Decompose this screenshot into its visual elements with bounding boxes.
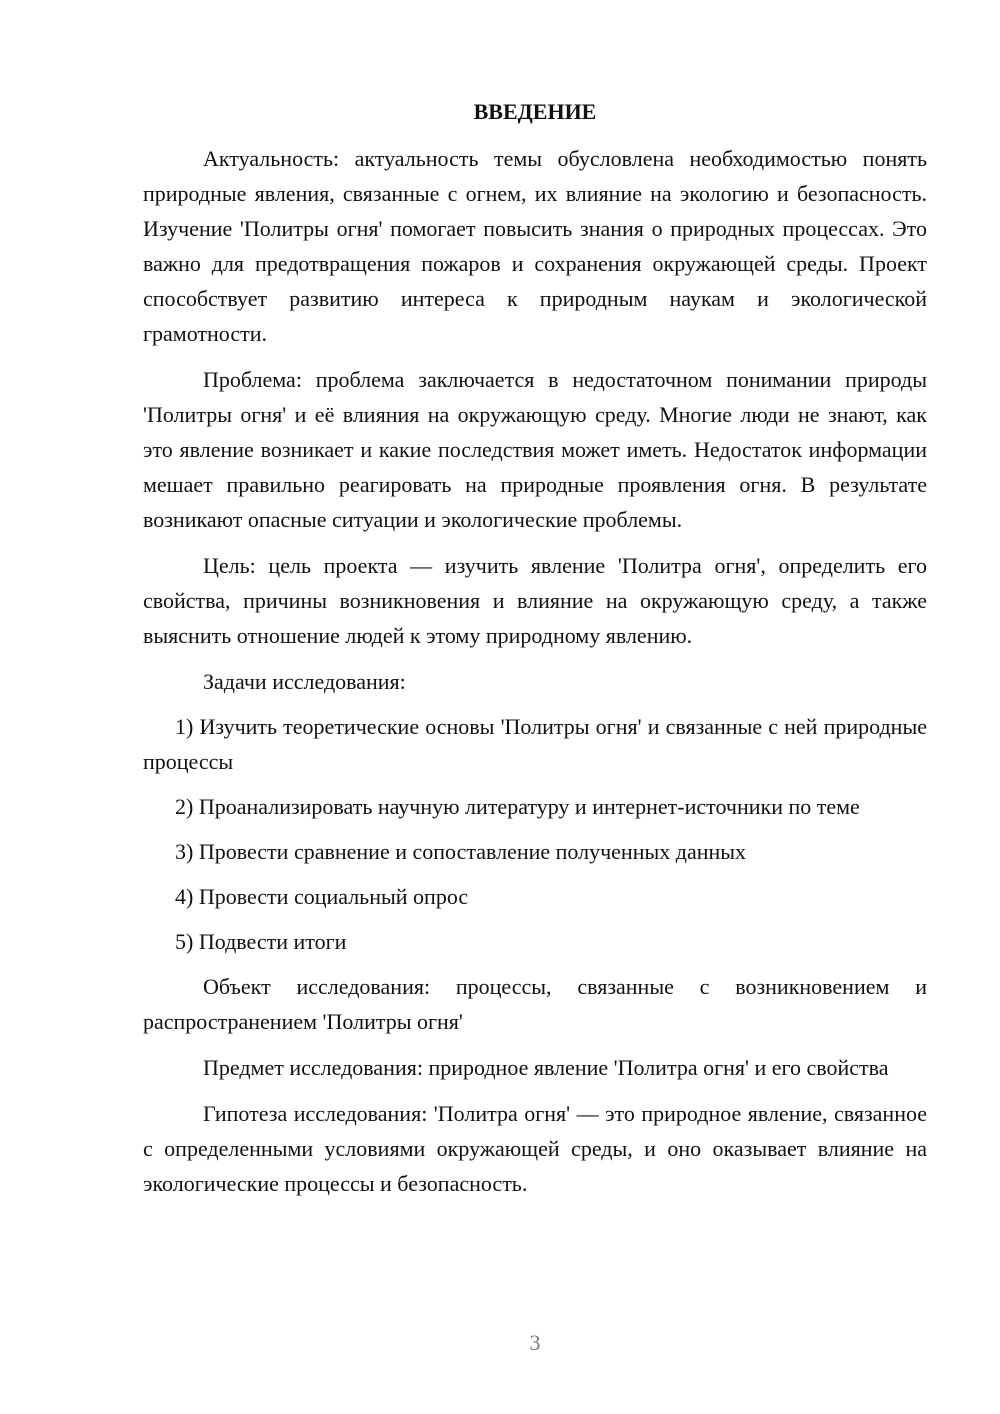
goal-paragraph: Цель: цель проекта — изучить явление 'Политра огня', определить его свойства, причины возникновения и влияние на окружающую среду, а также выяснить отношение людей к этому природному явлению. xyxy=(143,553,927,648)
task-item-1: 1) Изучить теоретические основы 'Политры огня' и связанные с ней природные процессы xyxy=(143,714,927,774)
object-paragraph: Объект исследования: процессы, связанные с возникновением и распространением 'Политры огня' xyxy=(143,974,927,1034)
task-item-4: 4) Провести социальный опрос xyxy=(175,884,469,909)
subject-paragraph: Предмет исследования: природное явление 'Политра огня' и его свойства xyxy=(203,1055,889,1080)
task-item-3: 3) Провести сравнение и сопоставление полученных данных xyxy=(175,839,747,864)
hypothesis-paragraph: Гипотеза исследования: 'Политра огня' — это природное явление, связанное с определенными условиями окружающей среды, и оно оказывает влияние на экологические процессы и безопасность. xyxy=(143,1101,927,1196)
task-item-5: 5) Подвести итоги xyxy=(175,929,347,954)
relevance-paragraph: Актуальность: актуальность темы обусловлена необходимостью понять природные явления, связанные с огнем, их влияние на экологию и безопасность. Изучение 'Политры огня' помогает повысить знания о природных процессах. Это важно для предотвращения пожаров и сохранения окружающей среды. Проект способствует развитию интереса к природным наукам и экологической грамотности. xyxy=(143,146,927,346)
problem-paragraph: Проблема: проблема заключается в недостаточном понимании природы 'Политры огня' и её влияния на окружающую среду. Многие люди не знают, как это явление возникает и какие последствия может иметь. Недостаток информации мешает правильно реагировать на природные проявления огня. В результате возникают опасные ситуации и экологические проблемы. xyxy=(143,367,927,532)
page-title: ВВЕДЕНИЕ xyxy=(473,99,597,124)
page-number: 3 xyxy=(529,1330,541,1355)
tasks-heading: Задачи исследования: xyxy=(203,669,406,694)
task-item-2: 2) Проанализировать научную литературу и интернет-источники по теме xyxy=(175,794,860,819)
page-content xyxy=(143,94,927,1212)
